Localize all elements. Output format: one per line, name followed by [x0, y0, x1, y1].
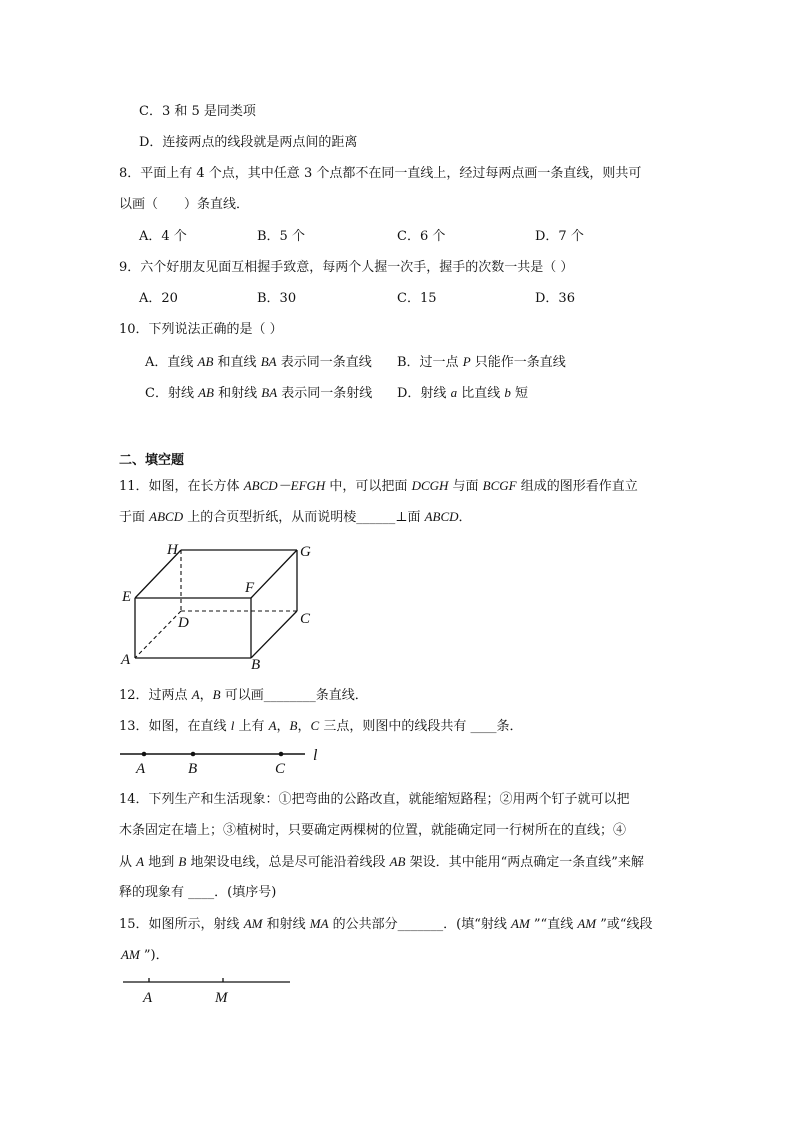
point-label-a: A: [136, 761, 146, 777]
q8-option-a: A．4 个: [139, 229, 187, 244]
line-l-figure: [115, 742, 335, 778]
cuboid-figure: [115, 538, 325, 673]
q10-option-a: A．直线 AB 和直线 BA 表示同一条直线: [145, 354, 372, 370]
q10-option-c: C．射线 AB 和射线 BA 表示同一条射线: [145, 385, 373, 401]
q8-option-c: C．6 个: [397, 229, 446, 244]
q7-option-d: D．连接两点的线段就是两点间的距离: [139, 135, 358, 150]
point-label-a: A: [143, 990, 153, 1006]
vertex-label-f: F: [245, 580, 255, 596]
vertex-label-g: G: [300, 544, 311, 560]
q14-stem-line2: 木条固定在墙上；③植树时，只要确定两棵树的位置，就能确定同一行树所在的直线；④: [119, 823, 627, 838]
line-label-l: l: [313, 747, 318, 764]
q9-option-d: D．36: [535, 291, 575, 306]
q10-stem: 10．下列说法正确的是（ ）: [119, 322, 283, 337]
q15-stem-line2: AM ”)．: [121, 947, 169, 963]
point-label-c: C: [275, 761, 286, 777]
ray-am-figure: [115, 972, 305, 1008]
q9-stem: 9．六个好朋友见面互相握手致意，每两个人握一次手，握手的次数一共是（ ）: [119, 260, 574, 275]
point-c: [279, 752, 284, 757]
q15-stem-line1: 15．如图所示，射线 AM 和射线 MA 的公共部分_______．(填“射线 AM ”“直线 AM ”或“线段: [119, 916, 653, 932]
q8-option-b: B．5 个: [257, 229, 305, 244]
vertex-label-e: E: [122, 589, 132, 605]
q14-stem-line1: 14．下列生产和生活现象：①把弯曲的公路改直，就能缩短路程；②用两个钉子就可以把: [119, 792, 630, 807]
q10-option-b: B．过一点 P 只能作一条直线: [397, 354, 566, 370]
point-label-m: M: [215, 990, 228, 1006]
q14-stem-line3: 从 A 地到 B 地架设电线，总是尽可能沿着线段 AB 架设．其中能用“两点确定一条直线”来解: [119, 854, 644, 870]
vertex-label-h: H: [167, 542, 178, 558]
vertex-label-d: D: [178, 615, 189, 631]
q7-option-c: C．3 和 5 是同类项: [139, 104, 256, 119]
q13-stem: 13．如图，在直线 l 上有 A，B，C 三点，则图中的线段共有 ____条．: [119, 718, 523, 734]
q9-option-a: A．20: [139, 291, 178, 306]
q8-stem-line1: 8．平面上有 4 个点，其中任意 3 个点都不在同一直线上，经过每两点画一条直线，则共可: [119, 166, 642, 181]
q9-option-b: B．30: [257, 291, 297, 306]
q12-stem: 12．过两点 A，B 可以画________条直线．: [119, 687, 368, 703]
q9-option-c: C．15: [397, 291, 437, 306]
q11-stem-line1: 11．如图，在长方体 ABCD－EFGH 中，可以把面 DCGH 与面 BCGF 组成的图形看作直立: [119, 478, 638, 494]
point-b: [191, 752, 196, 757]
vertex-label-c: C: [300, 611, 311, 627]
point-label-b: B: [188, 761, 198, 777]
vertex-label-a: A: [121, 652, 131, 668]
q14-stem-line4: 释的现象有 ____．(填序号): [119, 885, 277, 900]
q10-option-d: D．射线 a 比直线 b 短: [397, 385, 528, 401]
q11-stem-line2: 于面 ABCD 上的合页型折纸，从而说明棱______⊥面 ABCD．: [119, 509, 472, 525]
q8-option-d: D．7 个: [535, 229, 584, 244]
q8-stem-line2: 以画（ ）条直线．: [119, 197, 250, 212]
point-a: [142, 752, 147, 757]
vertex-label-b: B: [251, 657, 261, 673]
section-title: 二、填空题: [119, 453, 185, 468]
